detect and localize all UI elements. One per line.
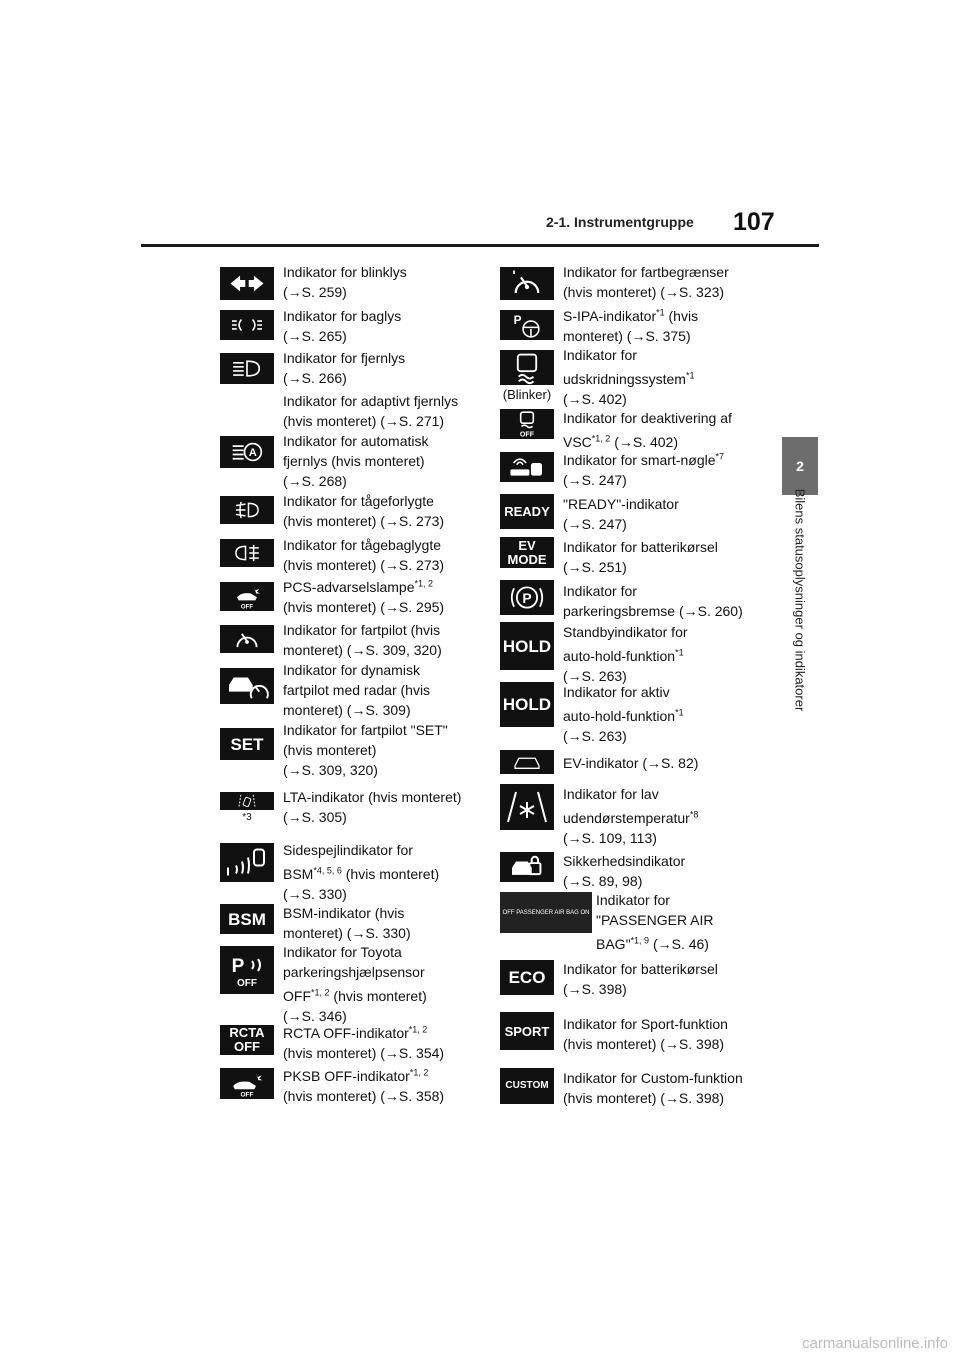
line-text: Indikator for automatisk — [283, 433, 429, 449]
line-text: (→S. 305) — [283, 809, 347, 825]
cruise-set-icon — [220, 728, 274, 760]
svg-text:A: A — [248, 447, 257, 460]
indicator-description — [563, 537, 759, 577]
description-line — [563, 326, 759, 346]
line-text: Indikator for — [563, 347, 637, 363]
svg-text:P: P — [513, 313, 522, 328]
icon-label: RCTA OFF — [229, 1025, 265, 1054]
footnote-marker: *1 — [675, 647, 684, 658]
line-text-suffix: (hvis monteret) — [341, 866, 440, 882]
indicator-description — [283, 535, 479, 575]
description-line — [283, 535, 479, 555]
line-text: Indikator for smart-nøgle — [563, 452, 716, 468]
description-line — [283, 923, 479, 943]
description-line — [283, 368, 479, 388]
line-text: Indikator for fartbegrænser — [563, 264, 729, 280]
description-line — [283, 660, 479, 680]
description-line — [563, 871, 759, 891]
line-text: Indikator for adaptivt fjernlys — [283, 393, 459, 409]
description-line — [563, 753, 759, 773]
line-text: Indikator for dynamisk — [283, 662, 420, 678]
line-text: Sikkerhedsindikator — [563, 853, 686, 869]
turn-signal-icon — [220, 267, 274, 300]
description-line — [563, 1014, 759, 1034]
rcta-off-icon — [220, 1025, 274, 1055]
indicator-description — [563, 345, 759, 409]
custom-icon — [500, 1068, 554, 1104]
pksb-off-icon — [220, 1068, 274, 1099]
line-text: monteret) (→S. 309) — [283, 702, 411, 718]
footnote-marker: *1 — [656, 307, 665, 318]
indicator-description — [283, 262, 479, 302]
indicator-description — [563, 784, 759, 848]
indicator-description — [563, 581, 759, 621]
line-text: Indikator for fartpilot (hvis — [283, 622, 441, 638]
icon-label: HOLD — [502, 695, 552, 714]
indicator-description — [563, 306, 759, 346]
description-line — [563, 682, 759, 702]
vsc-off-icon — [500, 409, 554, 439]
header-rule — [141, 244, 819, 247]
line-text: (hvis monteret) (→S. 323) — [563, 284, 725, 300]
icon-label: SPORT — [504, 1023, 550, 1039]
svg-text:OFF: OFF — [240, 603, 254, 611]
slip-indicator-icon — [500, 350, 554, 385]
line-text: (→S. 247) — [563, 516, 627, 532]
line-text-suffix: (hvis — [664, 308, 699, 324]
description-line — [283, 903, 479, 923]
hold-active-icon — [500, 682, 554, 727]
line-text: Indikator for baglys — [283, 308, 402, 324]
icon-label: HOLD — [502, 636, 552, 656]
line-text: Indikator for batterikørsel — [563, 539, 718, 555]
description-line — [283, 884, 479, 904]
line-text: (hvis monteret) (→S. 354) — [283, 1045, 445, 1061]
line-text: parkeringsbremse (→S. 260) — [563, 603, 743, 619]
description-line — [563, 601, 759, 621]
line-text: Indikator for lav — [563, 786, 659, 802]
description-line — [563, 808, 759, 828]
auto-high-beam-icon — [220, 436, 274, 468]
line-text-ref: (→S. 402) — [610, 434, 679, 450]
description-line — [563, 784, 759, 804]
svg-text:OFF: OFF — [237, 978, 257, 989]
front-fog-light-icon — [220, 496, 274, 524]
icon-label — [503, 910, 590, 916]
line-text: LTA-indikator (hvis monteret) — [283, 789, 462, 805]
footnote-marker: *1 — [685, 370, 695, 381]
description-line — [283, 262, 479, 282]
line-text: (hvis monteret) (→S. 271) — [283, 413, 445, 429]
s-ipa-icon — [500, 310, 554, 340]
description-line — [283, 680, 479, 700]
description-line — [563, 369, 759, 389]
description-line — [283, 326, 479, 346]
passenger-airbag-icon — [500, 892, 592, 933]
line-text: auto-hold-funktion — [563, 708, 676, 724]
footnote-marker: *8 — [689, 809, 699, 820]
indicator-description — [563, 262, 759, 302]
indicator-description — [283, 491, 479, 531]
indicator-description — [563, 1014, 759, 1054]
line-text: (→S. 251) — [563, 559, 627, 575]
footnote-marker: *1 — [675, 707, 684, 718]
indicator-description — [563, 494, 759, 534]
line-text: (→S. 402) — [563, 391, 627, 407]
cruise-control-icon — [220, 625, 274, 653]
description-line — [563, 622, 759, 642]
line-text: (→S. 346) — [283, 1008, 347, 1024]
footnote-marker: *1, 2 — [408, 1024, 428, 1035]
description-line — [283, 720, 479, 740]
line-text: (→S. 309, 320) — [283, 762, 378, 778]
indicator-description — [283, 306, 479, 346]
indicator-description — [563, 959, 759, 999]
low-temp-icon — [500, 784, 554, 830]
line-text: monteret) (→S. 375) — [563, 328, 691, 344]
icon-label: EV MODE — [507, 537, 547, 567]
description-line — [283, 597, 479, 617]
indicator-description — [563, 450, 759, 490]
description-line — [563, 1068, 759, 1088]
line-text: Indikator for Toyota — [283, 944, 402, 960]
svg-text:OFF: OFF — [240, 1091, 254, 1099]
indicator-description — [563, 408, 759, 452]
line-text: udskridningssystem — [563, 371, 686, 387]
description-line — [563, 470, 759, 490]
description-line — [563, 432, 759, 452]
line-text-ref: (→S. 46) — [649, 936, 709, 952]
description-line — [283, 431, 479, 451]
description-line — [283, 700, 479, 720]
indicator-description — [563, 851, 759, 891]
icon-footnote: *3 — [242, 812, 252, 823]
description-line — [283, 962, 479, 982]
icon-label: SET — [230, 734, 264, 754]
airbag-off-label: OFF — [502, 909, 515, 916]
description-line — [563, 979, 759, 999]
line-text: Sidespejlindikator for — [283, 842, 413, 858]
footnote-marker: *1, 2 — [409, 1067, 429, 1078]
eco-icon — [500, 960, 554, 995]
line-text: (hvis monteret) (→S. 273) — [283, 513, 445, 529]
icon-label: READY — [504, 504, 550, 519]
description-line — [563, 828, 759, 848]
description-line — [563, 537, 759, 557]
description-line — [563, 959, 759, 979]
line-text: Indikator for blinklys — [283, 264, 407, 280]
icon-label: CUSTOM — [505, 1080, 549, 1091]
description-line — [283, 620, 479, 640]
line-text: Standbyindikator for — [563, 624, 688, 640]
description-line — [563, 450, 759, 470]
line-text: Indikator for batterikørsel — [563, 961, 718, 977]
description-line — [283, 640, 479, 660]
line-text: VSC — [563, 434, 592, 450]
smart-key-icon — [500, 452, 554, 482]
description-line — [563, 581, 759, 601]
indicator-description — [283, 787, 479, 827]
indicator-description — [283, 1066, 479, 1106]
footnote-marker: *7 — [715, 451, 725, 462]
line-text: S-IPA-indikator — [563, 308, 657, 324]
description-line — [563, 408, 759, 428]
footnote-marker: *1, 9 — [630, 935, 650, 946]
line-text: (→S. 259) — [283, 284, 347, 300]
page-number: 107 — [733, 208, 775, 236]
line-text: monteret) (→S. 309, 320) — [283, 642, 442, 658]
indicator-description — [563, 682, 759, 746]
line-text: (hvis monteret) (→S. 398) — [563, 1036, 725, 1052]
security-icon — [500, 852, 554, 882]
line-text: auto-hold-funktion — [563, 648, 676, 664]
indicator-description — [283, 391, 479, 491]
lta-icon — [220, 792, 274, 810]
footnote-marker: *1, 2 — [311, 987, 330, 998]
line-text: (→S. 398) — [563, 981, 627, 997]
icon-label: BSM — [228, 909, 266, 929]
line-text: Indikator for tågebaglygte — [283, 537, 441, 553]
line-text: "READY"-indikator — [563, 496, 679, 512]
line-text: (→S. 266) — [283, 370, 347, 386]
description-line — [563, 282, 759, 302]
indicator-description — [563, 622, 759, 686]
description-line — [563, 706, 759, 726]
description-line — [283, 555, 479, 575]
description-line — [563, 851, 759, 871]
indicator-description — [596, 890, 792, 954]
description-line — [283, 1066, 479, 1086]
svg-text:P: P — [522, 590, 532, 607]
line-text: EV-indikator (→S. 82) — [563, 755, 699, 771]
line-text: Indikator for deaktivering af — [563, 410, 732, 426]
line-text-suffix: (hvis monteret) — [329, 988, 427, 1004]
line-text: PCS-advarselslampe — [283, 579, 415, 595]
description-line — [596, 934, 792, 954]
indicator-description — [283, 660, 479, 720]
description-line — [596, 910, 792, 930]
parking-brake-icon — [500, 580, 554, 615]
line-text: parkeringshjælpsensor — [283, 964, 425, 980]
line-text: (hvis monteret) (→S. 398) — [563, 1090, 725, 1106]
description-line — [596, 890, 792, 910]
footnote-marker: *4, 5, 6 — [313, 865, 342, 876]
line-text: OFF — [283, 988, 311, 1004]
radar-cruise-icon — [220, 668, 274, 704]
description-line — [283, 511, 479, 531]
indicator-description — [283, 942, 479, 1026]
indicator-description — [283, 348, 479, 388]
line-text: (hvis monteret) (→S. 273) — [283, 557, 445, 573]
svg-text:P: P — [231, 956, 245, 977]
line-text: (→S. 268) — [283, 473, 347, 489]
description-line — [563, 262, 759, 282]
line-text: BAG" — [596, 936, 631, 952]
line-text: (→S. 89, 98) — [563, 873, 643, 889]
speed-limiter-icon — [500, 267, 554, 300]
description-line — [563, 646, 759, 666]
svg-text:OFF: OFF — [519, 430, 535, 439]
footnote-marker: *1, 2 — [414, 578, 434, 589]
indicator-description — [283, 577, 479, 617]
description-line — [563, 1034, 759, 1054]
line-text: (→S. 263) — [563, 728, 627, 744]
icon-label: ECO — [508, 968, 546, 987]
line-text: (→S. 247) — [563, 472, 627, 488]
description-line — [563, 1088, 759, 1108]
chapter-tab: 2 — [782, 437, 818, 495]
tail-light-icon — [220, 310, 274, 340]
description-line — [563, 557, 759, 577]
description-line — [563, 345, 759, 365]
description-line — [283, 740, 479, 760]
line-text: (hvis monteret) (→S. 295) — [283, 599, 445, 615]
line-text: (→S. 265) — [283, 328, 347, 344]
line-text: BSM — [283, 866, 314, 882]
description-line — [283, 1086, 479, 1106]
line-text: Indikator for fartpilot "SET" — [283, 722, 448, 738]
line-text: (hvis monteret) — [283, 742, 377, 758]
line-text: udendørstemperatur — [563, 810, 690, 826]
line-text: Indikator for aktiv — [563, 684, 670, 700]
description-line — [283, 491, 479, 511]
indicator-description — [283, 903, 479, 943]
line-text: BSM-indikator (hvis — [283, 905, 405, 921]
line-text: (→S. 109, 113) — [563, 830, 657, 846]
indicator-description — [563, 1068, 759, 1108]
footnote-marker: *1, 2 — [591, 433, 611, 444]
line-text: Indikator for — [563, 583, 637, 599]
description-line — [563, 306, 759, 326]
section-header: 2-1. Instrumentgruppe — [546, 214, 694, 230]
line-text: fjernlys (hvis monteret) — [283, 453, 425, 469]
indicator-description — [283, 840, 479, 904]
line-text: (hvis monteret) (→S. 358) — [283, 1088, 445, 1104]
airbag-label: PASSENGER AIR BAG — [514, 909, 581, 916]
line-text: (→S. 263) — [563, 668, 627, 684]
description-line — [283, 348, 479, 368]
chapter-label: Bilens statusoplysninger og indikatorer — [792, 488, 808, 712]
watermark: carmanualsonline.info — [802, 1335, 948, 1352]
description-line — [563, 389, 759, 409]
indicator-description — [283, 1023, 479, 1063]
description-line — [283, 1023, 479, 1043]
hold-standby-icon — [500, 622, 554, 670]
description-line — [283, 306, 479, 326]
description-line — [283, 411, 479, 431]
line-text: monteret) (→S. 330) — [283, 925, 411, 941]
line-text: RCTA OFF-indikator — [283, 1025, 409, 1041]
description-line — [563, 726, 759, 746]
bsm-icon — [220, 904, 274, 934]
icon-footnote: (Blinker) — [502, 387, 552, 402]
description-line — [563, 494, 759, 514]
description-line — [283, 807, 479, 827]
description-line — [283, 282, 479, 302]
indicator-description — [563, 753, 759, 773]
description-line — [283, 471, 479, 491]
indicator-description — [283, 620, 479, 660]
line-text: Indikator for fjernlys — [283, 350, 406, 366]
bsm-mirror-icon — [220, 843, 274, 882]
ev-mode-icon — [500, 537, 554, 568]
pcs-warning-icon — [220, 582, 274, 611]
description-line — [283, 760, 479, 780]
line-text: Indikator for — [596, 892, 670, 908]
line-text: (→S. 330) — [283, 886, 347, 902]
line-text: Indikator for Custom-funktion — [563, 1070, 743, 1086]
indicator-description — [283, 720, 479, 780]
ev-indicator-icon — [500, 750, 554, 774]
sport-icon — [500, 1012, 554, 1050]
description-line — [283, 942, 479, 962]
description-line — [283, 451, 479, 471]
high-beam-icon — [220, 353, 274, 384]
description-line — [283, 864, 479, 884]
parking-sensor-off-icon — [220, 946, 274, 994]
airbag-on-label: ON — [580, 909, 590, 916]
ready-icon — [500, 494, 554, 529]
description-line — [563, 514, 759, 534]
description-line — [283, 840, 479, 860]
line-text: Indikator for tågeforlygte — [283, 493, 434, 509]
description-line — [283, 986, 479, 1006]
rear-fog-light-icon — [220, 539, 274, 567]
line-text: fartpilot med radar (hvis — [283, 682, 431, 698]
description-line — [283, 577, 479, 597]
description-line — [283, 1043, 479, 1063]
line-text: Indikator for Sport-funktion — [563, 1016, 728, 1032]
line-text: PKSB OFF-indikator — [283, 1068, 410, 1084]
description-line — [283, 391, 479, 411]
description-line — [283, 787, 479, 807]
line-text: "PASSENGER AIR — [596, 912, 714, 928]
